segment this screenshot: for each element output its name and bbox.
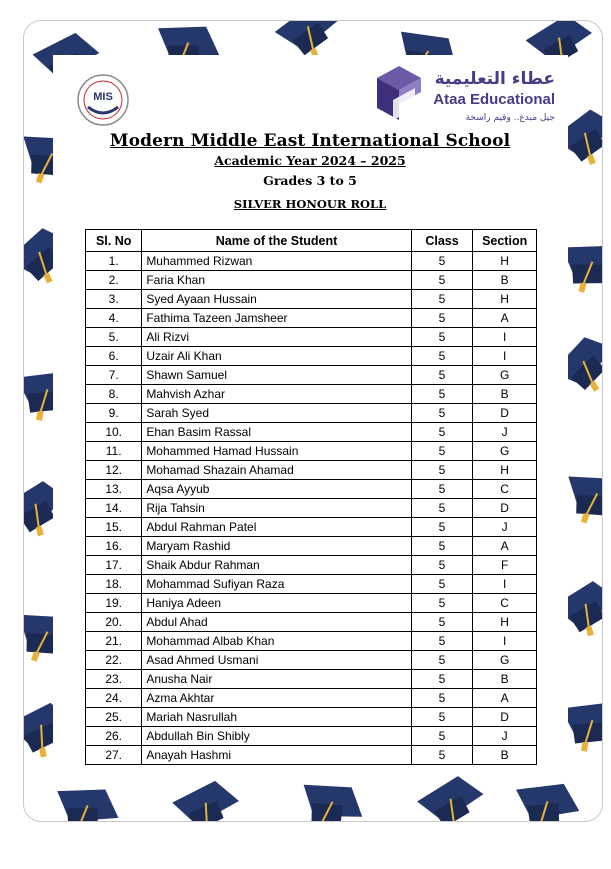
table-row xyxy=(86,499,537,518)
cell-sl-no: 11. xyxy=(86,442,142,461)
cell-class: 5 xyxy=(411,632,473,651)
cell-section: C xyxy=(473,480,537,499)
table-row xyxy=(86,556,537,575)
cell-class: 5 xyxy=(411,290,473,309)
table-row xyxy=(86,404,537,423)
cell-student-name: Anayah Hashmi xyxy=(142,746,411,765)
table-row xyxy=(86,309,537,328)
cell-class: 5 xyxy=(411,594,473,613)
cell-section: H xyxy=(473,252,537,271)
cell-class: 5 xyxy=(411,746,473,765)
cell-student-name: Azma Akhtar xyxy=(142,689,411,708)
cell-class: 5 xyxy=(411,537,473,556)
cell-class: 5 xyxy=(411,404,473,423)
table-row xyxy=(86,252,537,271)
column-header-section: Section xyxy=(473,230,537,252)
table-row xyxy=(86,328,537,347)
cell-student-name: Ali Rizvi xyxy=(142,328,411,347)
cell-class: 5 xyxy=(411,575,473,594)
cell-student-name: Aqsa Ayyub xyxy=(142,480,411,499)
cell-section: I xyxy=(473,328,537,347)
cell-section: D xyxy=(473,404,537,423)
cell-class: 5 xyxy=(411,423,473,442)
cell-section: G xyxy=(473,651,537,670)
cell-section: J xyxy=(473,423,537,442)
cell-student-name: Mohammed Hamad Hussain xyxy=(142,442,411,461)
cell-sl-no: 16. xyxy=(86,537,142,556)
cell-section: A xyxy=(473,689,537,708)
cell-student-name: Haniya Adeen xyxy=(142,594,411,613)
cell-class: 5 xyxy=(411,366,473,385)
cell-student-name: Abdul Rahman Patel xyxy=(142,518,411,537)
cell-class: 5 xyxy=(411,613,473,632)
cell-student-name: Shaik Abdur Rahman xyxy=(142,556,411,575)
honour-roll-table xyxy=(85,229,537,765)
cell-sl-no: 20. xyxy=(86,613,142,632)
cell-section: H xyxy=(473,613,537,632)
mis-school-logo xyxy=(76,73,130,127)
cell-section: A xyxy=(473,309,537,328)
cell-sl-no: 10. xyxy=(86,423,142,442)
cell-sl-no: 6. xyxy=(86,347,142,366)
cell-student-name: Abdullah Bin Shibly xyxy=(142,727,411,746)
cell-section: B xyxy=(473,385,537,404)
cell-student-name: Syed Ayaan Hussain xyxy=(142,290,411,309)
cell-section: D xyxy=(473,708,537,727)
cell-class: 5 xyxy=(411,651,473,670)
cell-sl-no: 26. xyxy=(86,727,142,746)
cell-sl-no: 22. xyxy=(86,651,142,670)
cell-sl-no: 21. xyxy=(86,632,142,651)
table-row xyxy=(86,480,537,499)
cell-sl-no: 2. xyxy=(86,271,142,290)
cell-student-name: Mohamad Shazain Ahamad xyxy=(142,461,411,480)
table-row xyxy=(86,537,537,556)
cell-class: 5 xyxy=(411,499,473,518)
cell-sl-no: 9. xyxy=(86,404,142,423)
school-name: Modern Middle East International School xyxy=(109,131,511,151)
cell-class: 5 xyxy=(411,518,473,537)
table-row xyxy=(86,366,537,385)
cell-section: C xyxy=(473,594,537,613)
cell-section: F xyxy=(473,556,537,575)
table-row xyxy=(86,727,537,746)
cell-student-name: Mohammad Sufiyan Raza xyxy=(142,575,411,594)
cell-student-name: Shawn Samuel xyxy=(142,366,411,385)
cell-class: 5 xyxy=(411,670,473,689)
cell-section: H xyxy=(473,290,537,309)
cell-section: B xyxy=(473,746,537,765)
cell-sl-no: 13. xyxy=(86,480,142,499)
cell-sl-no: 5. xyxy=(86,328,142,347)
column-header-sl-no: Sl. No xyxy=(86,230,142,252)
table-body xyxy=(86,252,537,765)
cell-class: 5 xyxy=(411,442,473,461)
cell-sl-no: 18. xyxy=(86,575,142,594)
cell-section: B xyxy=(473,670,537,689)
mis-logo-text: MIS xyxy=(93,91,113,103)
table-row xyxy=(86,746,537,765)
cell-section: B xyxy=(473,271,537,290)
cell-class: 5 xyxy=(411,480,473,499)
column-header-student-name: Name of the Student xyxy=(142,230,411,252)
table-row xyxy=(86,670,537,689)
academic-year: Academic Year 2024 – 2025 xyxy=(214,153,406,168)
cell-section: I xyxy=(473,632,537,651)
cell-sl-no: 27. xyxy=(86,746,142,765)
table-row xyxy=(86,575,537,594)
cell-sl-no: 4. xyxy=(86,309,142,328)
cell-class: 5 xyxy=(411,271,473,290)
table-row xyxy=(86,290,537,309)
cell-sl-no: 19. xyxy=(86,594,142,613)
column-header-class: Class xyxy=(411,230,473,252)
cell-student-name: Rija Tahsin xyxy=(142,499,411,518)
cell-student-name: Muhammed Rizwan xyxy=(142,252,411,271)
cell-class: 5 xyxy=(411,556,473,575)
cell-section: I xyxy=(473,575,537,594)
cell-student-name: Mariah Nasrullah xyxy=(142,708,411,727)
table-row xyxy=(86,385,537,404)
table-row xyxy=(86,518,537,537)
cell-section: D xyxy=(473,499,537,518)
cell-sl-no: 12. xyxy=(86,461,142,480)
cell-student-name: Anusha Nair xyxy=(142,670,411,689)
ataa-emblem-icon xyxy=(377,66,421,120)
table-row xyxy=(86,271,537,290)
ataa-educational-logo xyxy=(373,62,558,128)
ataa-arabic-name: عطاء التعليمية xyxy=(434,69,555,89)
cell-student-name: Ehan Basim Rassal xyxy=(142,423,411,442)
cell-sl-no: 8. xyxy=(86,385,142,404)
cell-section: G xyxy=(473,366,537,385)
table-header-row xyxy=(86,230,537,252)
cell-student-name: Sarah Syed xyxy=(142,404,411,423)
cell-section: A xyxy=(473,537,537,556)
cell-class: 5 xyxy=(411,708,473,727)
table-row xyxy=(86,347,537,366)
honour-roll-title: SILVER HONOUR ROLL xyxy=(233,197,387,211)
table-row xyxy=(86,442,537,461)
ataa-tagline: جيل مبدع.. وقيم راسخة xyxy=(465,113,555,123)
cell-student-name: Mohammad Albab Khan xyxy=(142,632,411,651)
cell-section: J xyxy=(473,518,537,537)
cell-section: J xyxy=(473,727,537,746)
cell-class: 5 xyxy=(411,461,473,480)
cell-student-name: Asad Ahmed Usmani xyxy=(142,651,411,670)
cell-class: 5 xyxy=(411,385,473,404)
cell-class: 5 xyxy=(411,347,473,366)
cell-sl-no: 15. xyxy=(86,518,142,537)
cell-class: 5 xyxy=(411,727,473,746)
table-row xyxy=(86,423,537,442)
ataa-english-name: Ataa Educational xyxy=(433,91,555,108)
cell-sl-no: 24. xyxy=(86,689,142,708)
table-row xyxy=(86,461,537,480)
cell-student-name: Maryam Rashid xyxy=(142,537,411,556)
table-row xyxy=(86,613,537,632)
cell-sl-no: 7. xyxy=(86,366,142,385)
cell-student-name: Mahvish Azhar xyxy=(142,385,411,404)
cell-class: 5 xyxy=(411,689,473,708)
cell-student-name: Abdul Ahad xyxy=(142,613,411,632)
cell-section: G xyxy=(473,442,537,461)
grades-range: Grades 3 to 5 xyxy=(263,173,357,188)
cell-sl-no: 1. xyxy=(86,252,142,271)
cell-sl-no: 25. xyxy=(86,708,142,727)
cell-class: 5 xyxy=(411,328,473,347)
cell-student-name: Fathima Tazeen Jamsheer xyxy=(142,309,411,328)
cell-sl-no: 3. xyxy=(86,290,142,309)
table-row xyxy=(86,708,537,727)
cell-sl-no: 23. xyxy=(86,670,142,689)
table-row xyxy=(86,632,537,651)
cell-section: I xyxy=(473,347,537,366)
cell-student-name: Faria Khan xyxy=(142,271,411,290)
table-row xyxy=(86,689,537,708)
cell-section: H xyxy=(473,461,537,480)
cell-class: 5 xyxy=(411,252,473,271)
cell-class: 5 xyxy=(411,309,473,328)
cell-sl-no: 14. xyxy=(86,499,142,518)
table-row xyxy=(86,651,537,670)
cell-student-name: Uzair Ali Khan xyxy=(142,347,411,366)
cell-sl-no: 17. xyxy=(86,556,142,575)
table-row xyxy=(86,594,537,613)
